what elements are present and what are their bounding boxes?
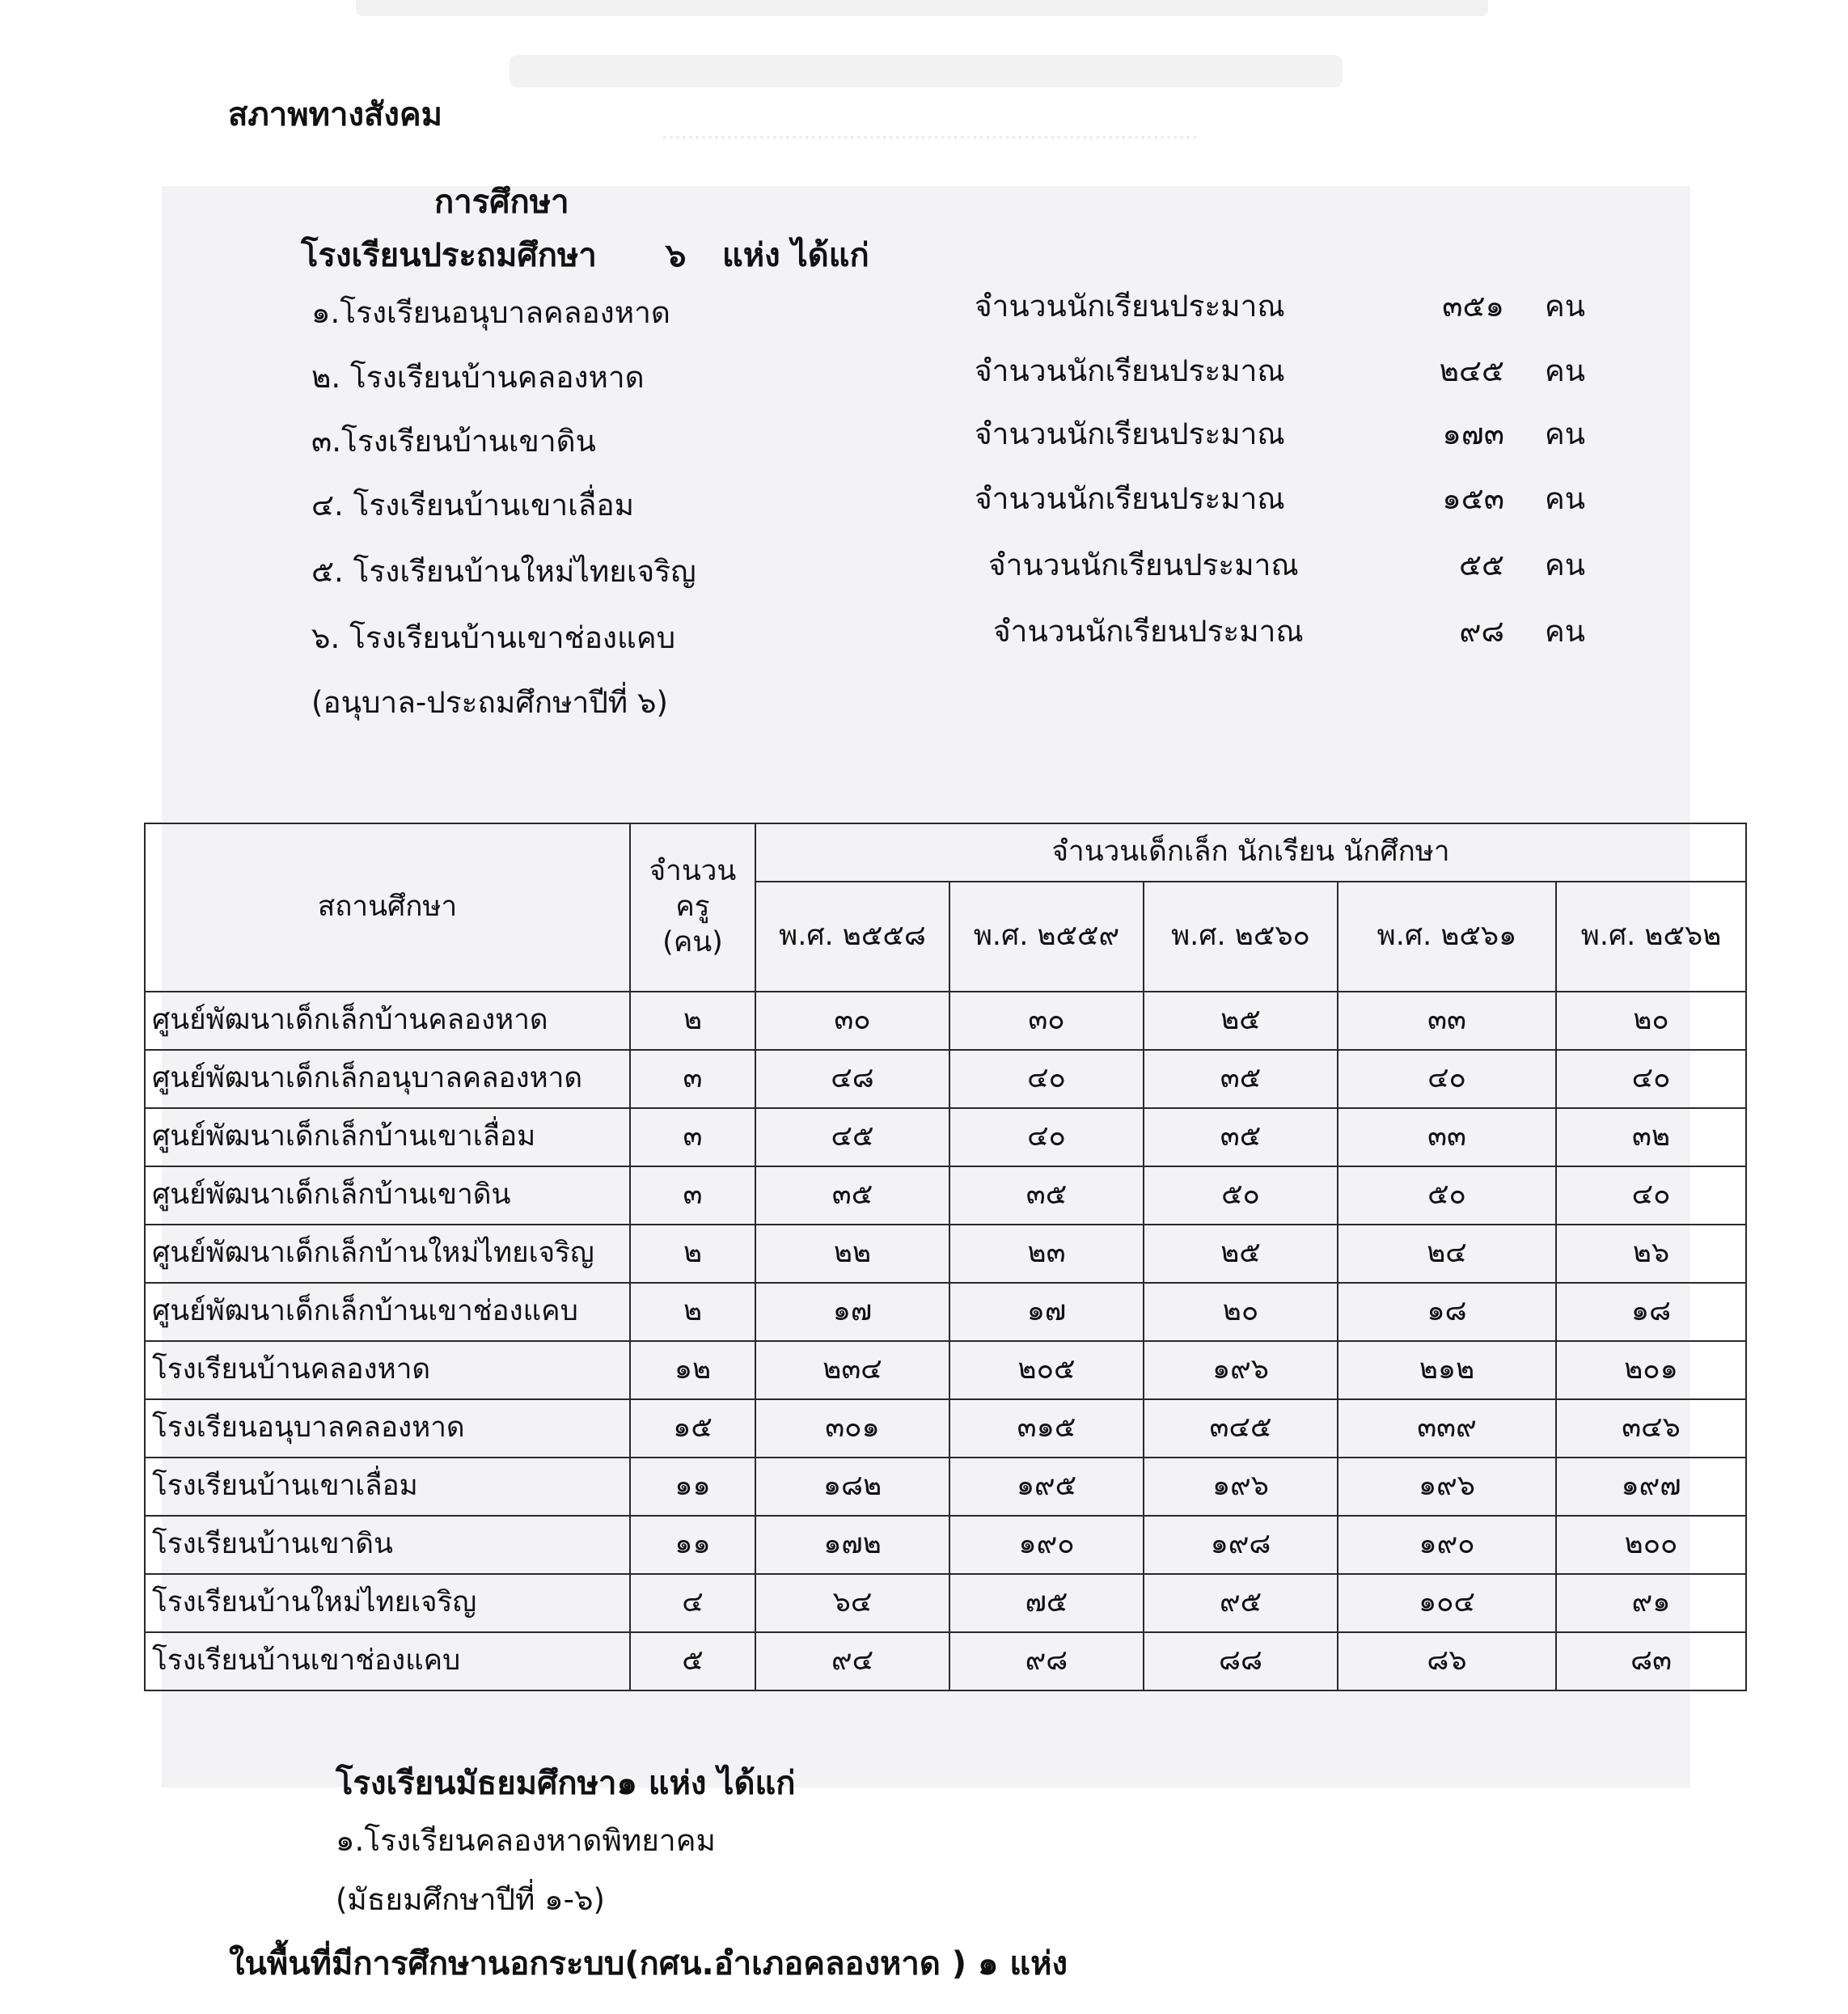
table-row — [145, 1283, 1746, 1341]
primary-unit: คน — [1545, 614, 1586, 649]
cell-student-count: ๑๙๖ — [1144, 1341, 1338, 1399]
table-header-row — [145, 823, 1746, 882]
cell-student-count: ๕๐ — [1144, 1166, 1338, 1225]
cell-student-count: ๔๐ — [949, 1108, 1144, 1166]
table-row — [145, 1050, 1746, 1108]
cell-student-count: ๑๗๒ — [755, 1516, 949, 1574]
table-row — [145, 1166, 1746, 1225]
cell-student-count: ๕๐ — [1338, 1166, 1556, 1225]
cell-place: โรงเรียนบ้านเขาเลื่อม — [145, 1458, 630, 1516]
primary-count: ๖ — [666, 237, 687, 274]
cell-place: ศูนย์พัฒนาเด็กเล็กบ้านเขาดิน — [145, 1166, 630, 1225]
header-student-group: จำนวนเด็กเล็ก นักเรียน นักศึกษา — [755, 823, 1746, 882]
primary-student-count: ๓๕๑ — [1442, 289, 1504, 324]
primary-school-name: ๔. โรงเรียนบ้านเขาเลื่อม — [311, 488, 635, 523]
cell-place: โรงเรียนบ้านเขาดิน — [145, 1516, 630, 1574]
cell-student-count: ๓๕ — [1144, 1050, 1338, 1108]
cell-student-count: ๑๙๐ — [949, 1516, 1144, 1574]
cell-student-count: ๓๐ — [949, 992, 1144, 1050]
cell-teachers: ๒ — [630, 1225, 755, 1283]
table-row — [145, 992, 1746, 1050]
cell-student-count: ๑๙๗ — [1556, 1458, 1746, 1516]
header-place: สถานศึกษา — [145, 823, 630, 992]
cell-student-count: ๒๐ — [1556, 992, 1746, 1050]
header-year: พ.ศ. ๒๕๕๘ — [755, 882, 949, 992]
cell-teachers: ๑๑ — [630, 1516, 755, 1574]
cell-student-count: ๑๗ — [755, 1283, 949, 1341]
cell-student-count: ๑๘๒ — [755, 1458, 949, 1516]
table-row — [145, 1516, 1746, 1574]
cell-student-count: ๓๔๖ — [1556, 1399, 1746, 1458]
cell-student-count: ๑๙๘ — [1144, 1516, 1338, 1574]
cell-student-count: ๓๒ — [1556, 1108, 1746, 1166]
primary-unit: คน — [1545, 353, 1586, 388]
header-year: พ.ศ. ๒๕๕๙ — [949, 882, 1144, 992]
cell-place: โรงเรียนบ้านคลองหาด — [145, 1341, 630, 1399]
page-heading: สภาพทางสังคม — [228, 96, 443, 133]
cell-student-count: ๓๓ — [1338, 992, 1556, 1050]
primary-suffix: แห่ง ได้แก่ — [722, 237, 869, 274]
header-year: พ.ศ. ๒๕๖๒ — [1556, 882, 1746, 992]
cell-student-count: ๑๘ — [1338, 1283, 1556, 1341]
cell-student-count: ๙๔ — [755, 1632, 949, 1690]
cell-student-count: ๑๐๔ — [1338, 1574, 1556, 1632]
cell-student-count: ๒๑๒ — [1338, 1341, 1556, 1399]
cell-student-count: ๒๓๔ — [755, 1341, 949, 1399]
cell-student-count: ๒๐๕ — [949, 1341, 1144, 1399]
primary-unit: คน — [1545, 289, 1586, 324]
table-row — [145, 1574, 1746, 1632]
cell-place: ศูนย์พัฒนาเด็กเล็กบ้านคลองหาด — [145, 992, 630, 1050]
table-row — [145, 1341, 1746, 1399]
cell-student-count: ๓๓ — [1338, 1108, 1556, 1166]
cell-student-count: ๑๙๖ — [1144, 1458, 1338, 1516]
cell-student-count: ๒๓ — [949, 1225, 1144, 1283]
cell-place: ศูนย์พัฒนาเด็กเล็กบ้านเขาเลื่อม — [145, 1108, 630, 1166]
table-row — [145, 1225, 1746, 1283]
cell-student-count: ๑๙๕ — [949, 1458, 1144, 1516]
cell-teachers: ๒ — [630, 1283, 755, 1341]
primary-school-name: ๖. โรงเรียนบ้านเขาช่องแคบ — [311, 620, 676, 655]
cell-student-count: ๒๐๐ — [1556, 1516, 1746, 1574]
cell-student-count: ๔๘ — [755, 1050, 949, 1108]
header-teachers — [630, 823, 755, 992]
cell-student-count: ๙๘ — [949, 1632, 1144, 1690]
cell-student-count: ๔๐ — [1556, 1050, 1746, 1108]
secondary-title: โรงเรียนมัธยมศึกษา๑ แห่ง ได้แก่ — [336, 1765, 796, 1802]
cell-student-count: ๓๕ — [1144, 1108, 1338, 1166]
secondary-note: (มัธยมศึกษาปีที่ ๑-๖) — [336, 1882, 605, 1917]
cell-teachers: ๑๕ — [630, 1399, 755, 1458]
cell-student-count: ๒๐ — [1144, 1283, 1338, 1341]
primary-count-label: จำนวนนักเรียนประมาณ — [975, 417, 1285, 451]
cell-student-count: ๔๐ — [1338, 1050, 1556, 1108]
cell-student-count: ๑๗ — [949, 1283, 1144, 1341]
primary-unit: คน — [1545, 548, 1586, 582]
primary-student-count: ๒๔๕ — [1439, 353, 1504, 388]
cell-student-count: ๗๕ — [949, 1574, 1144, 1632]
secondary-school: ๑.โรงเรียนคลองหาดพิทยาคม — [336, 1823, 716, 1858]
cell-student-count: ๘๖ — [1338, 1632, 1556, 1690]
cell-place: ศูนย์พัฒนาเด็กเล็กบ้านเขาช่องแคบ — [145, 1283, 630, 1341]
primary-count-label: จำนวนนักเรียนประมาณ — [975, 353, 1285, 388]
header-year: พ.ศ. ๒๕๖๐ — [1144, 882, 1338, 992]
education-title: การศึกษา — [434, 184, 569, 221]
cell-student-count: ๒๕ — [1144, 992, 1338, 1050]
cell-teachers: ๑๒ — [630, 1341, 755, 1399]
header-teachers-line: (คน) — [662, 925, 723, 958]
cell-teachers: ๑๑ — [630, 1458, 755, 1516]
primary-student-count: ๑๕๓ — [1442, 481, 1504, 516]
cell-student-count: ๙๑ — [1556, 1574, 1746, 1632]
primary-unit: คน — [1545, 481, 1586, 516]
primary-student-count: ๑๗๓ — [1442, 417, 1504, 451]
cell-student-count: ๒๐๑ — [1556, 1341, 1746, 1399]
cell-student-count: ๔๐ — [949, 1050, 1144, 1108]
table-row — [145, 1632, 1746, 1690]
table-row — [145, 1399, 1746, 1458]
cell-place: โรงเรียนบ้านใหม่ไทยเจริญ — [145, 1574, 630, 1632]
cell-teachers: ๓ — [630, 1166, 755, 1225]
primary-count-label: จำนวนนักเรียนประมาณ — [993, 614, 1304, 649]
cell-student-count: ๙๕ — [1144, 1574, 1338, 1632]
table-row — [145, 1108, 1746, 1166]
cell-place: ศูนย์พัฒนาเด็กเล็กอนุบาลคลองหาด — [145, 1050, 630, 1108]
cell-student-count: ๓๑๕ — [949, 1399, 1144, 1458]
primary-count-label: จำนวนนักเรียนประมาณ — [975, 481, 1285, 516]
cell-teachers: ๕ — [630, 1632, 755, 1690]
cell-student-count: ๑๙๖ — [1338, 1458, 1556, 1516]
education-table — [144, 823, 1747, 1691]
cell-teachers: ๔ — [630, 1574, 755, 1632]
primary-school-name: ๑.โรงเรียนอนุบาลคลองหาด — [311, 295, 670, 330]
cell-student-count: ๒๕ — [1144, 1225, 1338, 1283]
primary-unit: คน — [1545, 417, 1586, 451]
cell-place: โรงเรียนอนุบาลคลองหาด — [145, 1399, 630, 1458]
cell-student-count: ๓๓๙ — [1338, 1399, 1556, 1458]
cell-student-count: ๓๐ — [755, 992, 949, 1050]
cell-teachers: ๒ — [630, 992, 755, 1050]
informal-education: ในพื้นที่มีการศึกษานอกระบบ(กศน.อำเภอคลองหาด ) ๑ แห่ง — [229, 1945, 1068, 1982]
table-body — [145, 992, 1746, 1690]
primary-count-label: จำนวนนักเรียนประมาณ — [988, 548, 1299, 582]
cell-student-count: ๒๖ — [1556, 1225, 1746, 1283]
cell-student-count: ๓๐๑ — [755, 1399, 949, 1458]
cell-student-count: ๒๔ — [1338, 1225, 1556, 1283]
cell-student-count: ๔๐ — [1556, 1166, 1746, 1225]
cell-place: โรงเรียนบ้านเขาช่องแคบ — [145, 1632, 630, 1690]
primary-school-name: ๕. โรงเรียนบ้านใหม่ไทยเจริญ — [311, 554, 696, 589]
cell-student-count: ๒๒ — [755, 1225, 949, 1283]
cell-student-count: ๘๓ — [1556, 1632, 1746, 1690]
table-row — [145, 1458, 1746, 1516]
primary-note: (อนุบาล-ประถมศึกษาปีที่ ๖) — [311, 685, 668, 720]
cell-student-count: ๓๔๕ — [1144, 1399, 1338, 1458]
cell-student-count: ๖๔ — [755, 1574, 949, 1632]
primary-student-count: ๕๕ — [1458, 548, 1504, 582]
cell-student-count: ๑๘ — [1556, 1283, 1746, 1341]
primary-school-name: ๒. โรงเรียนบ้านคลองหาด — [311, 360, 645, 395]
cell-teachers: ๓ — [630, 1108, 755, 1166]
cell-student-count: ๑๙๐ — [1338, 1516, 1556, 1574]
header-teachers-line: ครู — [675, 891, 710, 924]
cell-place: ศูนย์พัฒนาเด็กเล็กบ้านใหม่ไทยเจริญ — [145, 1225, 630, 1283]
cell-student-count: ๘๘ — [1144, 1632, 1338, 1690]
primary-student-count: ๙๘ — [1459, 614, 1504, 649]
header-year: พ.ศ. ๒๕๖๑ — [1338, 882, 1556, 992]
primary-count-label: จำนวนนักเรียนประมาณ — [975, 289, 1285, 324]
cell-student-count: ๔๕ — [755, 1108, 949, 1166]
cell-student-count: ๓๕ — [755, 1166, 949, 1225]
primary-school-name: ๓.โรงเรียนบ้านเขาดิน — [311, 424, 596, 459]
cell-teachers: ๓ — [630, 1050, 755, 1108]
cell-student-count: ๓๕ — [949, 1166, 1144, 1225]
header-teachers-line: จำนวน — [649, 855, 737, 888]
primary-title: โรงเรียนประถมศึกษา — [301, 237, 597, 274]
